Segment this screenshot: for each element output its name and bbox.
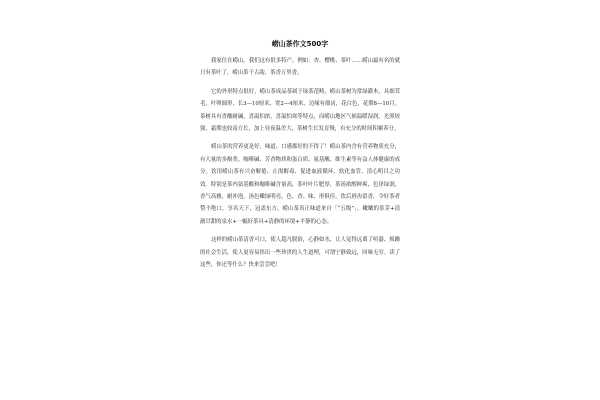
- paragraph-intro: 我家住在崂山，我们这有很多特产，例如：杏、樱桃、茶叶……崂山最有名的就只有茶叶了，崂山茶千古韵，茶香万里香。: [200, 58, 400, 77]
- paragraph-conclusion: 这样的崂山茶清香可口，使人超凡脱俗，心静如水，让人觉得远离了喧嚣、烦躁的社会生活，使人更容易悟出一些珍贵的人生道理，可谓宁静致远，回味无穷。读了这些，你还等什么？快来尝尝吧！: [200, 237, 400, 269]
- paragraph-appearance: 它的外形特点很好，崂山茶成品茶属于绿茶范畴，崂山茶树为常绿灌木，具细茸毛，叶卵圆形，长3—10厘米，宽2—4厘米，边缘有细齿，花白色，花期8—10月。茶树具有喜酸耐碱，喜温怕浓，喜温怕寒等特点，而崂山地区气候温暖湿润，光照较强，霜期也较南方长，加上昼夜温差大，茶树生长发育慢，有充分的时间积累养分。: [200, 88, 400, 133]
- document-title: 崂山茶作文500字: [271, 40, 329, 48]
- document-body: [200, 40, 400, 278]
- paragraph-nutrition: 崂山茶的营养更是好，味道、口感都好的不得了！崂山茶内含有营养物质充分，有大量的多酚类、咖啡碱、芳香物质和蛋白质、氨基酸、维生素等有益人体健康的成分。饮用崂山茶有兴奋解倦、止渴解毒、促进血液循环、软化血管、清心明目之功效。特别是茶内氨基酸和咖啡碱含量高，茶叶叶片肥厚，茶汤浓醇鲜爽，色泽绿润，香气高雅，耐冲泡，汤色嫩绿明亮，色、香、味、形俱佳，饮后唇齿留香，令好茶者赞不绝口，享名天下，冠盖东方。崂山茶真正味道来自「“五级”」，嫩嫩的茶芽+清澈甘甜的泉水+一幅好茶具+清静的环境+平静的心态。: [200, 144, 400, 225]
